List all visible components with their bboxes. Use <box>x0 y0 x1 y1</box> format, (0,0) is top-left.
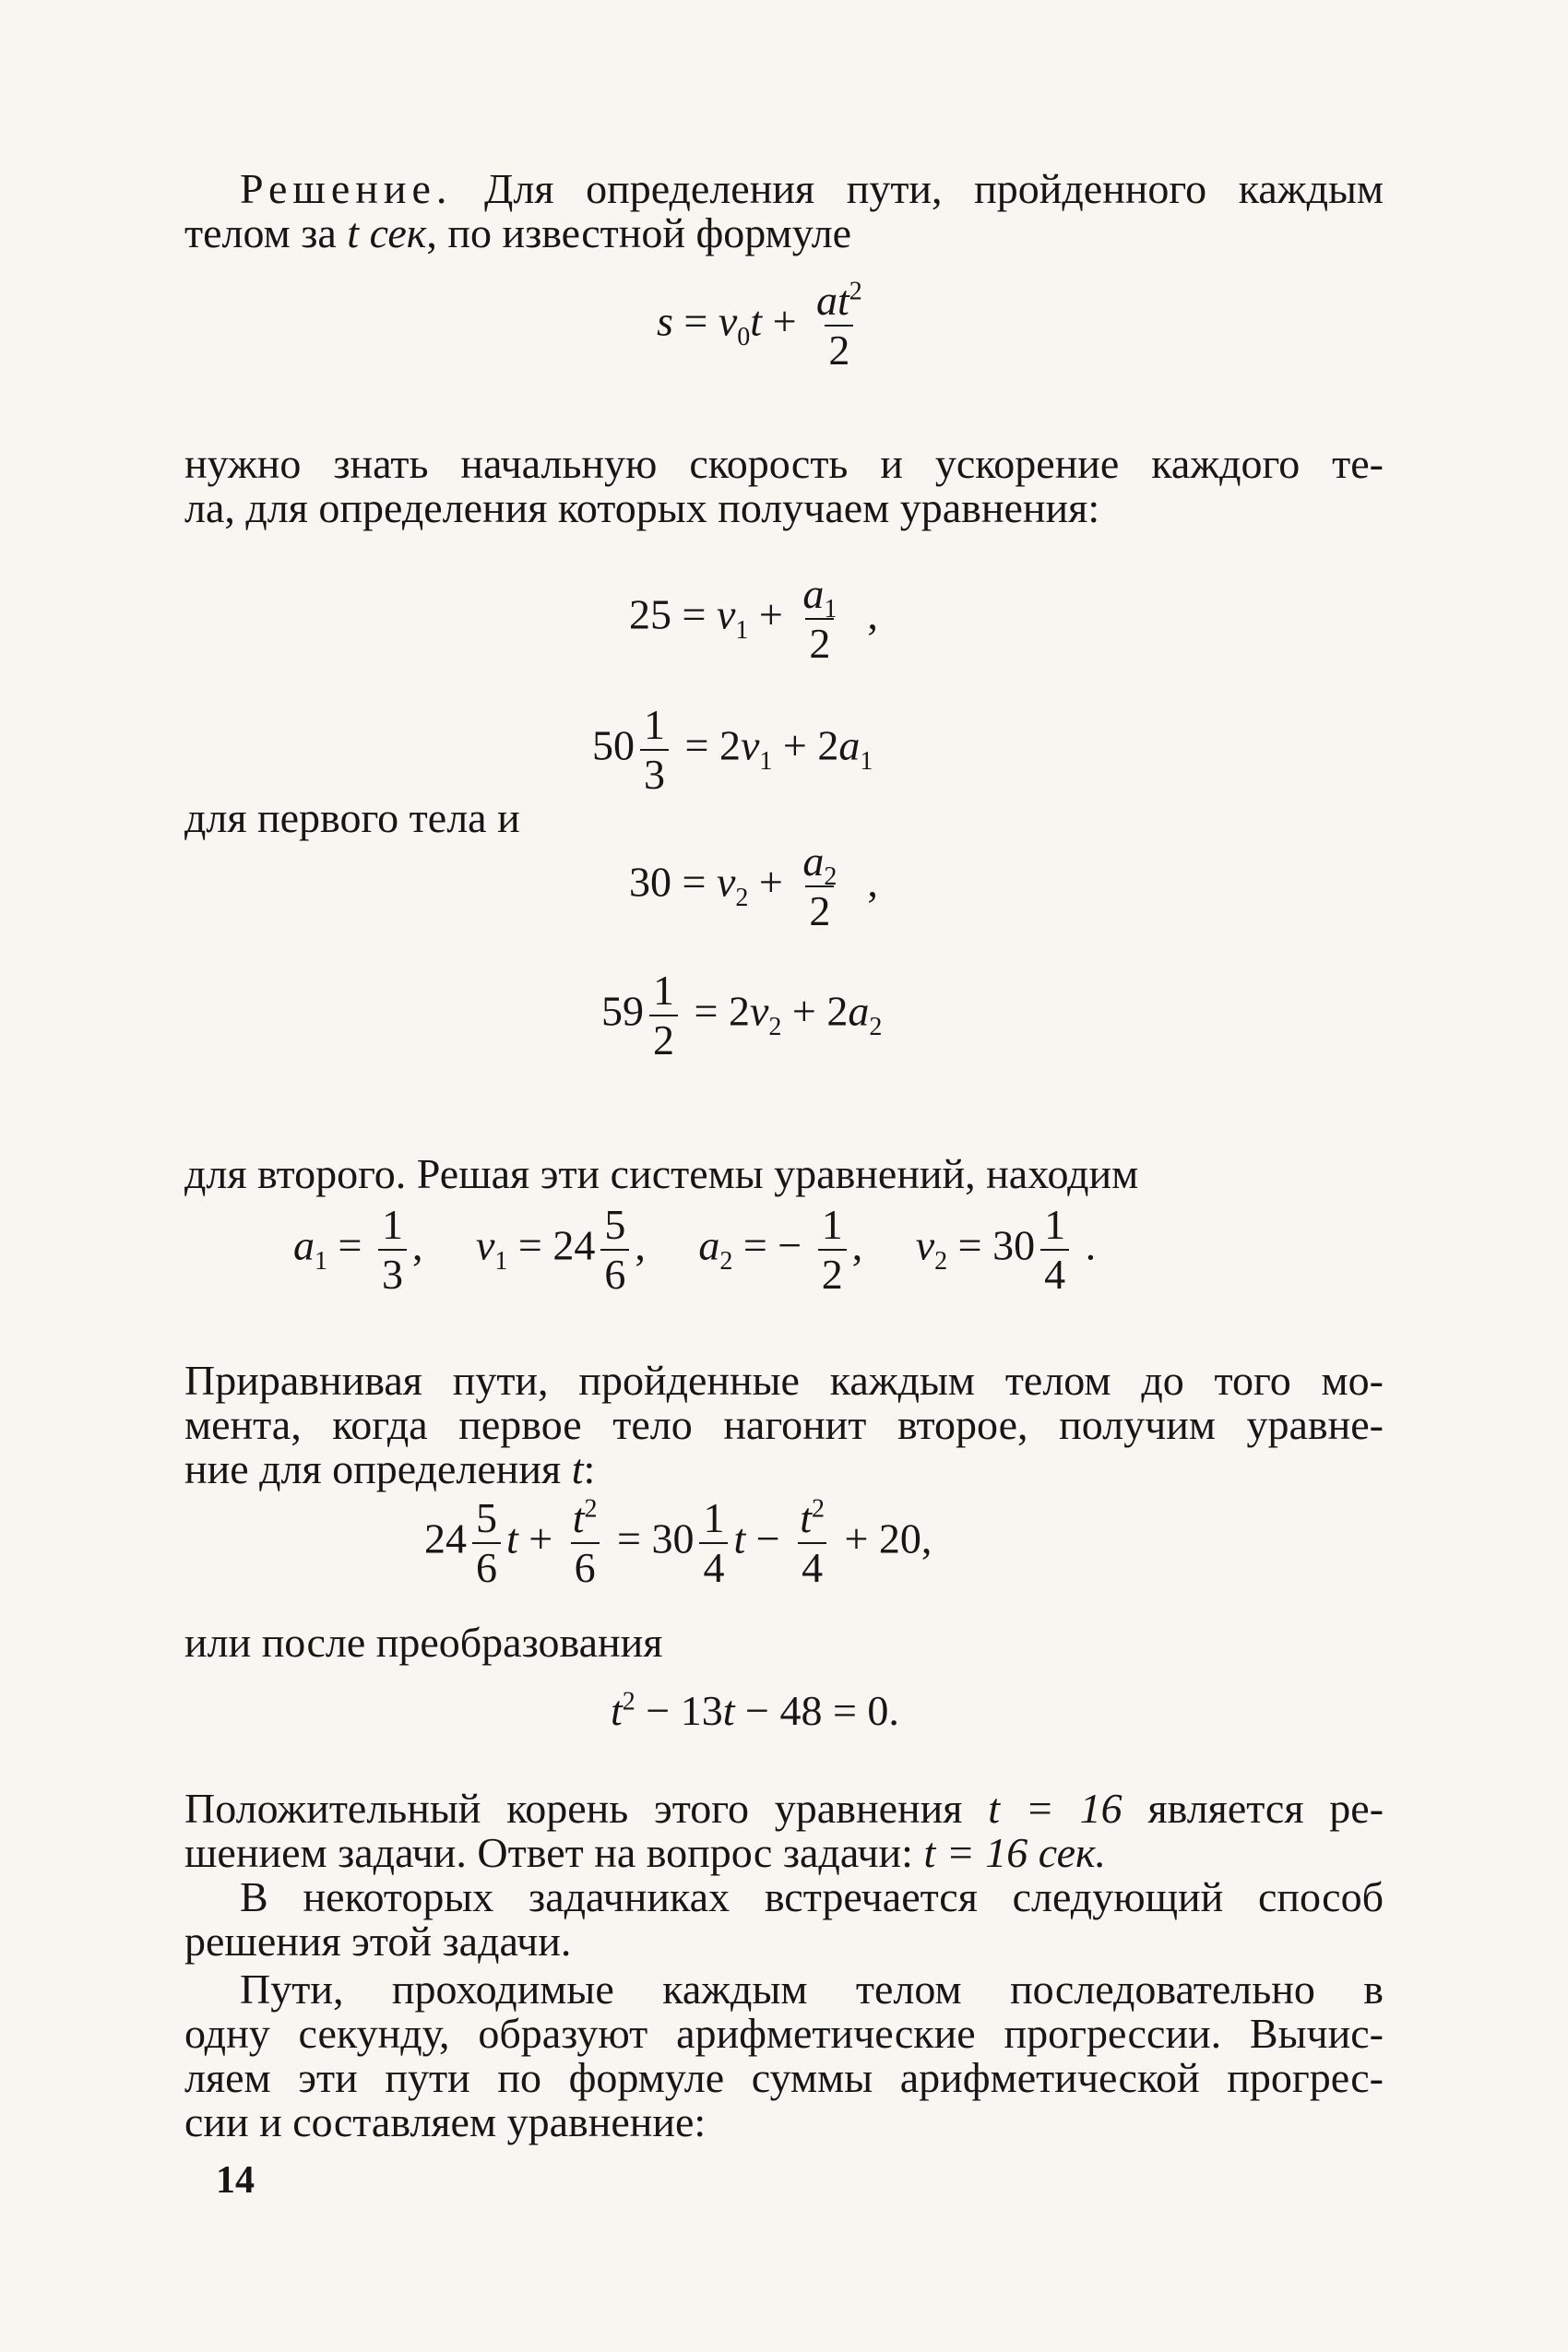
paragraph-3-line-1: Приравнивая пути, пройденные каждым телом до того мо- <box>184 1357 1384 1404</box>
paragraph-2-line-1: нужно знать начальную скорость и ускорение каждого те- <box>184 440 1384 487</box>
equation-30: $30 = v_2$ + $\frac{a_2}{2}$ , <box>629 837 878 934</box>
equation-motion-formula: $s = v_0t$ + $\frac{at^2}{2}$ <box>657 277 862 374</box>
paragraph-4-line-2: шением задачи. Ответ на вопрос задачи: t = 16 сек. <box>184 1829 1107 1876</box>
after-transform-line: или после преобразования <box>184 1619 663 1666</box>
second-body-line: для второго. Решая эти системы уравнений, находим <box>184 1150 1139 1197</box>
paragraph-6-line-1: Пути, проходимые каждым телом последовательно в <box>240 1966 1384 2013</box>
equation-quadratic: $t^2 - 13t - 48 = 0$. <box>611 1687 899 1734</box>
paragraph-3-line-3: ние для определения t: <box>184 1445 596 1492</box>
paragraph-5-line-2: решения этой задачи. <box>184 1918 572 1965</box>
paragraph-6-line-2: одну секунду, образуют арифметические прогрессии. Вычис- <box>184 2010 1384 2057</box>
page-number: 14 <box>216 2159 255 2202</box>
equation-meeting-time: 24 $\frac{5}{6}$ t + $\frac{t^2}{6}$ = 30 $\frac{1}{4}$ t − $\frac{t^2}{4}$ + 20, <box>424 1494 932 1591</box>
solution-line-1: Решение. Для определения пути, пройденного каждым <box>240 165 1384 212</box>
paragraph-6-line-4: сии и составляем уравнение: <box>184 2098 707 2145</box>
first-body-label: для первого тела и <box>184 794 520 841</box>
paragraph-5-line-1: В некоторых задачниках встречается следующий способ <box>240 1873 1384 1920</box>
equation-25: $25 = v_1$ + $\frac{a_1}{2}$ , <box>629 570 878 667</box>
paragraph-3-line-2: мента, когда первое тело нагонит второе, получим уравне- <box>184 1401 1384 1448</box>
paragraph-4-line-1: Положительный корень этого уравнения t = 16 является ре- <box>184 1785 1384 1832</box>
solution-line-2: телом за t сек, по известной формуле <box>184 209 852 256</box>
paragraph-6-line-3: ляем эти пути по формуле суммы арифметической прогрес- <box>184 2054 1384 2101</box>
equation-results: $a_1$ = $\frac{1}{3}$ , $v_1 = 24$ $\frac{5}{6}$ , $a_2$ = − $\frac{1}{2}$ , $v_2 = 30$ $\frac{1}{4}$ . <box>293 1201 1097 1298</box>
equation-59-half: 59 $\frac{1}{2}$ = $2v_2 + 2a_2$ <box>601 967 883 1063</box>
solution-label: Решение. <box>240 165 453 212</box>
paragraph-2-line-2: ла, для определения которых получаем уравнения: <box>184 484 1100 531</box>
equation-50-third: 50 $\frac{1}{3}$ = $2v_1 + 2a_1$ <box>592 701 873 798</box>
